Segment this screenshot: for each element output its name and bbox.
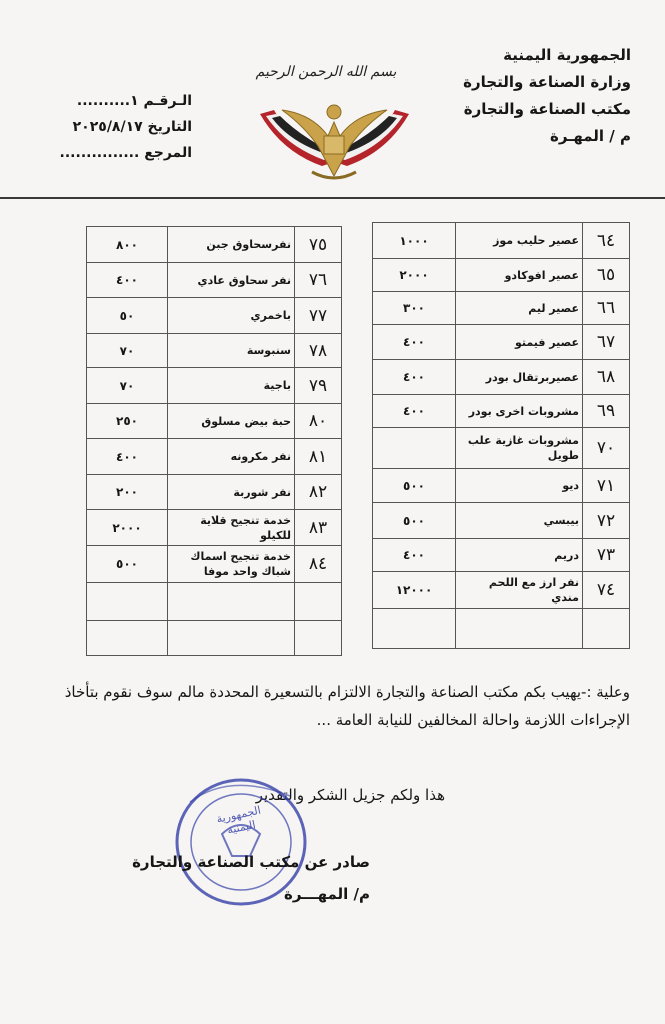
item-price: ٢٥٠ <box>87 404 168 439</box>
item-price: ٤٠٠ <box>87 439 168 475</box>
closing-thanks: هذا ولكم جزيل الشكر والتقدير <box>255 786 445 804</box>
price-table-left <box>86 226 342 656</box>
item-price: ١٠٠٠ <box>373 223 456 259</box>
item-number <box>583 609 630 649</box>
table-row <box>373 360 630 395</box>
item-name <box>168 583 295 621</box>
reference-date: التاريخ ٢٠٢٥/٨/١٧ <box>72 119 192 135</box>
table-row <box>87 298 342 334</box>
table-row <box>373 503 630 539</box>
item-number: ٧٤ <box>583 572 630 609</box>
table-row <box>87 475 342 510</box>
letterhead-governorate: م / المهـرة <box>550 127 631 145</box>
item-number <box>295 583 342 621</box>
item-name: باخمري <box>168 298 295 334</box>
table-row <box>373 395 630 428</box>
table-row <box>87 368 342 404</box>
item-name: عصيربرتقال بودر <box>456 360 583 395</box>
item-number: ٧٢ <box>583 503 630 539</box>
yemen-eagle-emblem <box>252 92 417 188</box>
item-name: نفر مكرونه <box>168 439 295 475</box>
item-name: سنبوسة <box>168 334 295 368</box>
item-name: خدمة تنجيح قلاية للكيلو <box>168 510 295 546</box>
issuer-office: صادر عن مكتب الصناعة والتجارة <box>132 853 370 871</box>
table-row <box>373 539 630 572</box>
table-row <box>373 325 630 360</box>
item-name: حبة بيض مسلوق <box>168 404 295 439</box>
basmala-calligraphy: بسم الله الرحمن الرحيم <box>255 64 397 80</box>
item-number: ٨٢ <box>295 475 342 510</box>
letterhead-ministry-name: وزارة الصناعة والتجارة <box>463 73 631 91</box>
item-price: ٢٠٠٠ <box>373 259 456 292</box>
item-number: ٧١ <box>583 469 630 503</box>
item-name <box>168 621 295 656</box>
item-price: ٤٠٠ <box>373 325 456 360</box>
reference-number: الـرقـم ١.......... <box>76 93 192 109</box>
table-row <box>373 223 630 259</box>
item-price: ٤٠٠ <box>373 360 456 395</box>
item-name: مشروبات اخرى بودر <box>456 395 583 428</box>
item-price: ٨٠٠ <box>87 227 168 263</box>
item-name <box>456 609 583 649</box>
item-price <box>373 609 456 649</box>
item-name: عصير فيمتو <box>456 325 583 360</box>
item-number: ٧٠ <box>583 428 630 469</box>
item-name: نفر شوربة <box>168 475 295 510</box>
item-price: ٥٠٠ <box>373 469 456 503</box>
table-row <box>373 428 630 469</box>
item-price <box>373 428 456 469</box>
item-price: ٥٠٠ <box>373 503 456 539</box>
item-name: مشروبات غازية علب طويل <box>456 428 583 469</box>
table-row <box>87 334 342 368</box>
item-number: ٧٨ <box>295 334 342 368</box>
price-table-right <box>372 222 630 649</box>
letterhead-ministry <box>411 42 631 150</box>
table-row <box>87 439 342 475</box>
item-name: عصير حليب موز <box>456 223 583 259</box>
table-row <box>87 227 342 263</box>
item-number: ٧٦ <box>295 263 342 298</box>
item-price: ٥٠٠ <box>87 546 168 583</box>
item-number: ٧٣ <box>583 539 630 572</box>
item-number: ٦٩ <box>583 395 630 428</box>
item-price: ٧٠ <box>87 368 168 404</box>
letterhead-office: مكتب الصناعة والتجارة <box>463 100 631 118</box>
item-price: ٤٠٠ <box>87 263 168 298</box>
item-number: ٨٣ <box>295 510 342 546</box>
item-number: ٦٥ <box>583 259 630 292</box>
stamp-inscription: الجمهورية اليمنية <box>215 803 262 837</box>
item-number: ٨٤ <box>295 546 342 583</box>
notice-paragraph: وعلية :-يهيب بكم مكتب الصناعة والتجارة الالتزام بالتسعيرة المحددة مالم سوف نقوم بتأخاذ الإجراءات اللازمة واحالة المخالفين للنيابة العامة ... <box>64 683 630 729</box>
item-price: ٣٠٠ <box>373 292 456 325</box>
reference-code: المرجع ............... <box>59 145 192 161</box>
table-row <box>87 583 342 621</box>
header-divider <box>0 197 665 199</box>
item-name: دريم <box>456 539 583 572</box>
item-number: ٧٥ <box>295 227 342 263</box>
item-number: ٨٠ <box>295 404 342 439</box>
table-row <box>87 546 342 583</box>
item-name: ديو <box>456 469 583 503</box>
item-number: ٧٧ <box>295 298 342 334</box>
item-name: بيبسي <box>456 503 583 539</box>
item-name: خدمة تنجيح اسماك شباك واحد موفا <box>168 546 295 583</box>
item-name: باجية <box>168 368 295 404</box>
letterhead-country: الجمهورية اليمنية <box>503 46 631 64</box>
item-price <box>87 583 168 621</box>
item-number: ٦٧ <box>583 325 630 360</box>
item-price: ٤٠٠ <box>373 539 456 572</box>
table-row <box>87 263 342 298</box>
item-price: ٢٠٠٠ <box>87 510 168 546</box>
item-price: ٢٠٠ <box>87 475 168 510</box>
table-row <box>373 572 630 609</box>
item-name: نفر ارز مع اللحم مندي <box>456 572 583 609</box>
item-name: عصير افوكادو <box>456 259 583 292</box>
table-row <box>87 404 342 439</box>
item-name: عصير ليم <box>456 292 583 325</box>
table-row <box>373 259 630 292</box>
item-name: نفرسحاوق جبن <box>168 227 295 263</box>
table-row <box>373 292 630 325</box>
issuer-governorate: م/ المهـــرة <box>284 885 370 903</box>
item-number <box>295 621 342 656</box>
item-price: ٤٠٠ <box>373 395 456 428</box>
reference-block <box>59 88 192 166</box>
issuer-signature-block <box>132 846 370 910</box>
table-row <box>87 510 342 546</box>
item-price <box>87 621 168 656</box>
item-number: ٦٦ <box>583 292 630 325</box>
item-number: ٨١ <box>295 439 342 475</box>
table-row <box>373 609 630 649</box>
item-price: ١٢٠٠٠ <box>373 572 456 609</box>
table-row <box>373 469 630 503</box>
item-number: ٦٤ <box>583 223 630 259</box>
item-number: ٦٨ <box>583 360 630 395</box>
item-name: نفر سحاوق عادي <box>168 263 295 298</box>
item-price: ٥٠ <box>87 298 168 334</box>
table-row <box>87 621 342 656</box>
item-number: ٧٩ <box>295 368 342 404</box>
item-price: ٧٠ <box>87 334 168 368</box>
